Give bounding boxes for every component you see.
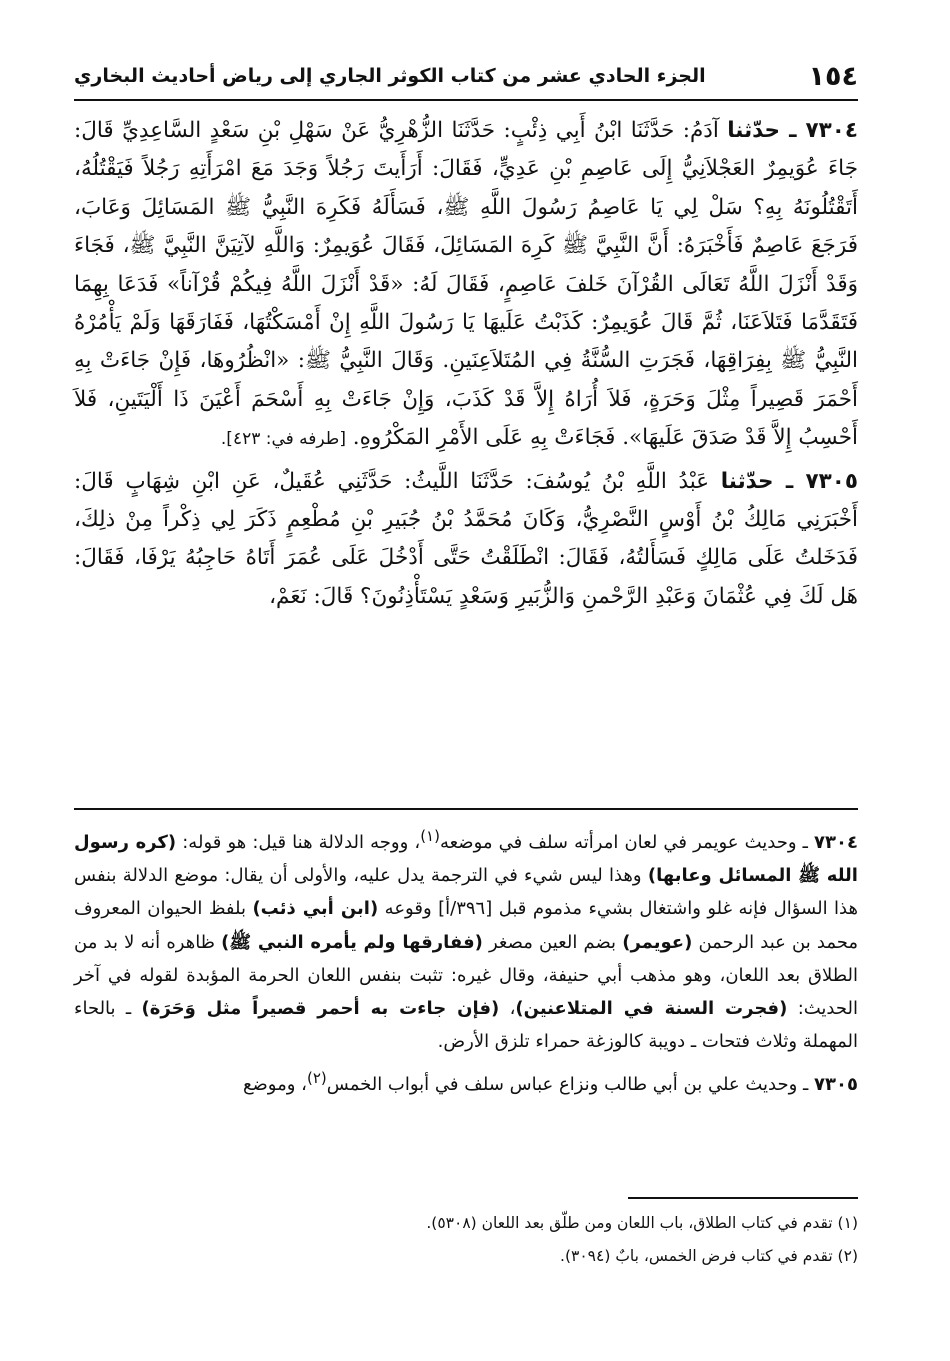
footnotes bbox=[74, 1207, 858, 1273]
commentary-text: ـ وحديث علي بن أبي طالب ونزاع عباس سلف في أبواب الخمس bbox=[326, 1074, 815, 1096]
page-number: ١٥٤ bbox=[808, 60, 858, 92]
hadith-dash: ـ bbox=[773, 468, 806, 494]
commentary-text: ـ وحديث عويمر في لعان امرأته سلف في موضعه bbox=[439, 832, 815, 853]
commentary-number: ٧٣٠٤ bbox=[814, 832, 858, 853]
quoted-phrase: (كره رسول الله ﷺ المسائل وعابها) bbox=[74, 832, 858, 887]
hadith-7304 bbox=[74, 112, 858, 459]
commentary-text: بضم العين مصغر bbox=[482, 931, 623, 953]
footnote-divider bbox=[628, 1197, 858, 1199]
footnote-2: (٢) تقدم في كتاب فرض الخمس، بابٌ (٣٠٩٤). bbox=[560, 1247, 858, 1265]
commentary-text: ـ بالحاء المهملة وثلاث فتحات ـ دويبة كالوزغة حمراء تلزق الأرض. bbox=[74, 998, 858, 1053]
commentary-text: بلفظ الحيوان المعروف محمد بن عبد الرحمن bbox=[74, 898, 859, 953]
commentary-7304 bbox=[74, 820, 858, 1058]
footnote-marker[interactable]: (١) bbox=[420, 827, 440, 845]
narration-keyword: حدّثنا bbox=[720, 468, 774, 494]
commentary-text: ، bbox=[499, 998, 516, 1020]
commentary-text: ظاهره أنه لا بد من الطلاق بعد اللعان، وهو مذهب أبي حنيفة، وقال غيره: تثبت بنفس اللعان الحرمة المؤبدة لقوله في آخر الحديث: bbox=[74, 931, 858, 1020]
commentary-text: ، ووجه الدلالة هنا قيل: هو قوله: bbox=[176, 832, 421, 853]
commentary-text: ، وموضع bbox=[242, 1074, 307, 1096]
footnote-marker[interactable]: (٢) bbox=[306, 1069, 327, 1088]
commentary-text: وهذا ليس شيء في الترجمة يدل عليه، والأولى أن يقال: موضع الدلالة بنفس هذا السؤال فإنه غلو واشتغال بشيء مذموم قبل [٣٩٦/أ] وقوعه bbox=[74, 865, 858, 920]
quoted-phrase: (ففارقها ولم يأمره النبي ﷺ) bbox=[221, 931, 483, 953]
hadith-number: ٧٣٠٤ bbox=[805, 118, 858, 143]
hadith-body: عَبْدُ اللَّهِ بْنُ يُوسُفَ: حَدَّثَنَا اللَّيثُ: حَدَّثَنِي عُقَيلٌ، عَنِ ابْنِ شِهَابٍ قَالَ: أَخْبَرَنِي مَالِكُ بْنُ أَوْسٍ النَّصْرِيُّ، وَكَانَ مُحَمَّدُ بْنُ جُبَيرِ بْنِ مُطْعِمٍ ذَكَرَ لِي ذِكْراً مِنْ ذلِكَ، فَدَخَلتُ عَلَى مَالِكٍ فَسَأَلتُهُ، فَقَالَ: انْطَلَقْتُ حَتَّى أَدْخُلَ عَلَى عُمَرَ أَتَاهُ حَاجِبُهُ يَرْفَا، فَقَالَ: هَل لَكَ فِي عُثْمَانَ وَعَبْدِ الرَّحْمنِ وَالزُّبَيرِ وَسَعْدٍ يَسْتَأْذِنُونَ؟ قَالَ: نَعَمْ، bbox=[74, 468, 858, 609]
footnote-1: (١) تقدم في كتاب الطلاق، باب اللعان ومن طلّق بعد اللعان (٥٣٠٨). bbox=[426, 1214, 858, 1232]
hadith-body: آدَمُ: حَدَّثَنَا ابْنُ أَبِي ذِئْبٍ: حَدَّثَنَا الزُّهْرِيُّ عَنْ سَهْلِ بْنِ سَعْدٍ السَّاعِدِيِّ قَالَ: جَاءَ عُوَيمِرٌ العَجْلاَنِيُّ إِلَى عَاصِمِ بْنِ عَدِيٍّ، فَقَالَ: أَرَأَيتَ رَجُلاً وَجَدَ مَعَ امْرَأَتِهِ رَجُلاً فَيَقْتُلُهُ، أَتَقْتُلُونَهُ بِهِ؟ سَلْ لِي يَا عَاصِمُ رَسُولَ اللَّهِ ﷺ، فَسَأَلَهُ فَكَرِهَ النَّبِيُّ ﷺ المَسَائِلَ وَعَابَ، فَرَجَعَ عَاصِمٌ فَأَخْبَرَهُ: أَنَّ النَّبِيَّ ﷺ كَرِهَ المَسَائِلَ، فَقَالَ عُوَيمِرٌ: وَاللَّهِ لآتِيَنَّ النَّبِيَّ ﷺ، فَجَاءَ وَقَدْ أَنْزَلَ اللَّهُ تَعَالَى القُرْآنَ خَلفَ عَاصِمٍ، فَقَالَ لَهُ: «قَدْ أَنْزَلَ اللَّهُ فِيكُمْ قُرْآناً» فَدَعَا بِهِمَا فَتَقَدَّمَا فَتَلاَعَنَا، ثُمَّ قَالَ عُوَيمِرٌ: كَذَبْتُ عَلَيهَا يَا رَسُولَ اللَّهِ إِنْ أَمْسَكْتُهَا، فَفَارَقَهَا وَلَمْ يَأْمُرْهُ النَّبِيُّ ﷺ بِفِرَاقِهَا، فَجَرَتِ السُّنَّةُ فِي المُتَلاَعِنَينِ. وَقَالَ النَّبِيُّ ﷺ: «انْظُرُوهَا، فَإِنْ جَاءَتْ بِهِ أَحْمَرَ قَصِيراً مِثْلَ وَحَرَةٍ، فَلاَ أُرَاهُ إِلاَّ قَدْ كَذَبَ، وَإِنْ جَاءَتْ بِهِ أَسْحَمَ أَعْيَنَ ذَا أَلْيَتَينِ، فَلاَ أَحْسِبُ إِلاَّ قَدْ صَدَقَ عَلَيهَا». فَجَاءَتْ بِهِ عَلَى الأَمْرِ المَكْرُوهِ. bbox=[74, 118, 858, 451]
quoted-phrase: (عويمر) bbox=[622, 931, 693, 953]
commentary-number: ٧٣٠٥ bbox=[814, 1074, 858, 1096]
commentary-7305 bbox=[74, 1062, 858, 1101]
header-title: الجزء الحادي عشر من كتاب الكوثر الجاري إلى رياض أحاديث البخاري bbox=[74, 65, 706, 87]
commentary-section bbox=[74, 820, 858, 1106]
header-divider bbox=[74, 99, 858, 101]
running-header bbox=[74, 56, 858, 96]
quoted-phrase: (فجرت السنة في المتلاعنين) bbox=[515, 998, 788, 1020]
hadith-7305 bbox=[74, 463, 858, 617]
hadith-text bbox=[74, 112, 858, 620]
cross-reference: [طرفه في: ٤٢٣]. bbox=[220, 429, 346, 450]
quoted-phrase: (ابن أبي ذئب) bbox=[252, 898, 379, 920]
hadith-dash: ـ bbox=[780, 118, 806, 143]
commentary-divider bbox=[74, 808, 858, 810]
quoted-phrase: (فإن جاءت به أحمر قصيراً مثل وَحَرَة) bbox=[141, 998, 500, 1020]
narration-keyword: حدّثنا bbox=[727, 118, 781, 143]
hadith-number: ٧٣٠٥ bbox=[805, 468, 858, 494]
